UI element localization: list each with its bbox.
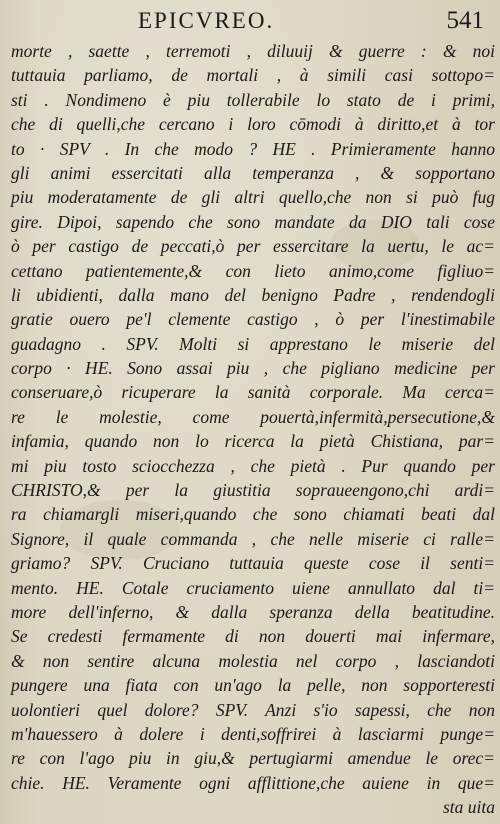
text-line: & non sentire alcuna molestia nel corpo , lasciandoti [11,650,495,671]
text-line: sta uita [442,797,495,818]
text-line: guadagno . SPV. Molti si apprestano le miserie del [11,333,495,354]
text-line: sti . Nondimeno è piu tollerabile lo stato de i primi, [11,89,495,110]
text-line: more dell'inferno, & dalla speranza della beatitudine. [11,601,495,622]
text-line: gire. Dipoi, sapendo che sono mandate da DIO tali cose [11,211,495,232]
text-line: griamo? SPV. Cruciano tuttauia queste cose il senti= [11,553,495,574]
running-head [0,4,500,36]
text-line: to · SPV . In che modo ? HE . Primieramente hanno [11,138,495,159]
text-line: cettano patientemente,& con lieto animo,come figliuo= [11,260,495,281]
text-line: ra chiamargli miseri,quando che sono chiamati beati dal [11,504,495,525]
text-line: li ubidienti, dalla mano del benigno Padre , rendendogli [11,284,495,305]
body-text [11,39,495,820]
text-line: CHRISTO,& per la giustitia sopraueengono,chi ardi= [11,480,495,501]
text-line: re con l'ago piu in giu,& pertugiarmi amendue le orec= [11,748,495,769]
text-line: chie. HE. Veramente ogni afflittione,che auiene in que= [11,772,495,793]
text-line: gli animi essercitati alla temperanza , & sopportano [11,162,495,183]
text-line: conseruare,ò ricuperare la sanità corporale. Ma cerca= [11,382,495,403]
text-line: uolontieri quel dolore? SPV. Anzi s'io sapessi, che non [11,699,495,720]
text-line: che di quelli,che cercano i loro cōmodi à diritto,et à tor [11,114,495,135]
running-title: EPICVREO. [138,8,275,33]
text-line: morte , saette , terremoti , diluuij & guerre : & noi [11,41,495,61]
text-line: mi piu tosto sciocchezza , che pietà . Pur quando per [11,455,495,476]
text-line: Signore, il quale commanda , che nelle miserie ci ralle= [11,528,495,549]
text-line: mento. HE. Cotale cruciamento uiene annullato dal ti= [11,577,495,598]
text-line: pungere una fiata con un'ago la pelle, non sopporteresti [11,675,495,696]
text-line: piu moderatamente de gli altri quello,che non si può fug [11,187,495,208]
text-line: ò per castigo de peccati,ò per essercitare la uertu, le ac= [11,236,495,257]
text-line: gratie ouero pe'l clemente castigo , ò per l'inestimabile [11,309,495,330]
text-line: tuttauia parliamo, de mortali , à simili casi sottopo= [11,65,495,86]
text-line: m'hauessero à dolere i denti,soffrirei à lasciarmi punge= [11,723,495,744]
text-line: Se credesti fermamente di non douerti mai infermare, [11,626,495,647]
page-number: 541 [446,7,484,34]
text-line: corpo · HE. Sono assai piu , che pigliano medicine per [11,358,495,379]
text-line: infamia, quando non lo ricerca la pietà Chistiana, par= [11,431,495,452]
text-line: re le molestie, come pouertà,infermità,persecutione,& [11,406,495,427]
